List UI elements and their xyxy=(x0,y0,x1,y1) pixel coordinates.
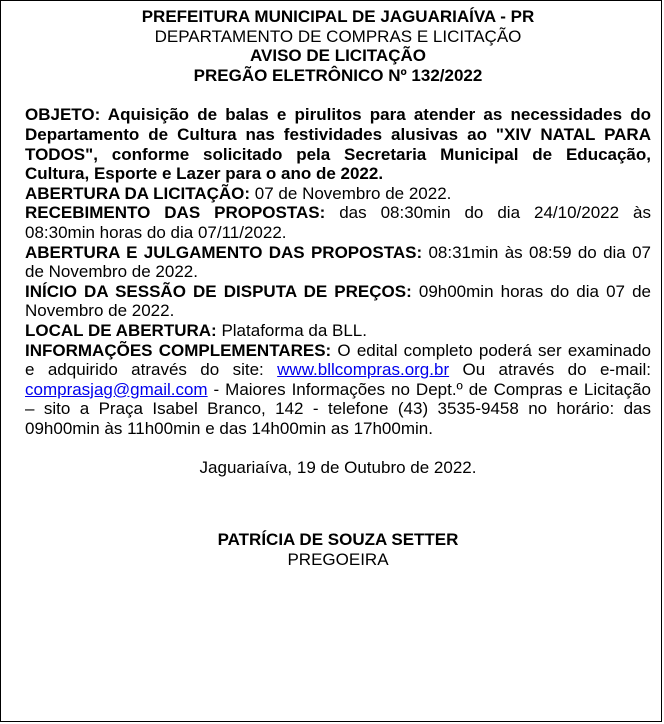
dispute-value: 09h00min horas do dia 07 de Novembro de 2022. xyxy=(25,281,651,321)
info-label: INFORMAÇÕES COMPLEMENTARES: xyxy=(25,340,332,360)
location-paragraph xyxy=(25,321,651,341)
judging-paragraph xyxy=(25,243,651,282)
header-department: DEPARTAMENTO DE COMPRAS E LICITAÇÃO xyxy=(154,26,522,46)
signatory-name: PATRÍCIA DE SOUZA SETTER xyxy=(217,530,459,550)
receipt-paragraph xyxy=(25,203,651,242)
dispute-paragraph xyxy=(25,282,651,321)
info-text-2: Ou através do e-mail: xyxy=(449,360,651,380)
dispute-label: INÍCIO DA SESSÃO DE DISPUTA DE PREÇOS: xyxy=(25,281,412,301)
info-text-3: - Maiores Informações no Dept.º de Compras e Licitação – sito a Praça Isabel Branco, 142 - telefone (43) 3535-9458 no horário: das 09h00min às 11h00min e das 14h00min as 17h00min. xyxy=(25,379,651,438)
object-paragraph: OBJETO: Aquisição de balas e pirulitos para atender as necessidades do Departamento de Cultura nas festividades alusivas ao "XIV NATAL PARA TODOS", conforme solicitado pela Secretaria Municipal de Educação, Cultura, Esporte e Lazer para o ano de 2022. xyxy=(25,105,651,184)
signatory-role: PREGOEIRA xyxy=(287,549,389,569)
receipt-value: das 08:30min do dia 24/10/2022 às 08:30min horas do dia 07/11/2022. xyxy=(25,203,651,242)
info-paragraph xyxy=(25,341,651,439)
date-line: Jaguariaíva, 19 de Outubro de 2022. xyxy=(199,458,477,478)
spacer xyxy=(25,85,651,105)
location-value: Plataforma da BLL. xyxy=(216,320,367,340)
info-text-1: O edital completo poderá ser examinado e adquirido através do site: xyxy=(25,340,651,380)
receipt-label: RECEBIMENTO DAS PROPOSTAS: xyxy=(25,203,326,223)
location-label: LOCAL DE ABERTURA: xyxy=(25,320,217,340)
header-notice-title: AVISO DE LICITAÇÃO xyxy=(250,46,426,66)
header xyxy=(25,7,651,85)
email-link[interactable]: comprasjag@gmail.com xyxy=(25,379,208,399)
opening-paragraph xyxy=(25,184,651,204)
opening-value: 07 de Novembro de 2022. xyxy=(250,183,452,203)
judging-label: ABERTURA E JULGAMENTO DAS PROPOSTAS: xyxy=(25,242,423,262)
header-municipality: PREFEITURA MUNICIPAL DE JAGUARIAÍVA - PR xyxy=(141,7,535,26)
judging-value: 08:31min às 08:59 do dia 07 de Novembro de 2022. xyxy=(25,242,651,282)
header-auction-number: PREGÃO ELETRÔNICO Nº 132/2022 xyxy=(193,65,483,85)
website-link[interactable]: www.bllcompras.org.br xyxy=(277,360,450,380)
opening-label: ABERTURA DA LICITAÇÃO: xyxy=(25,183,251,203)
